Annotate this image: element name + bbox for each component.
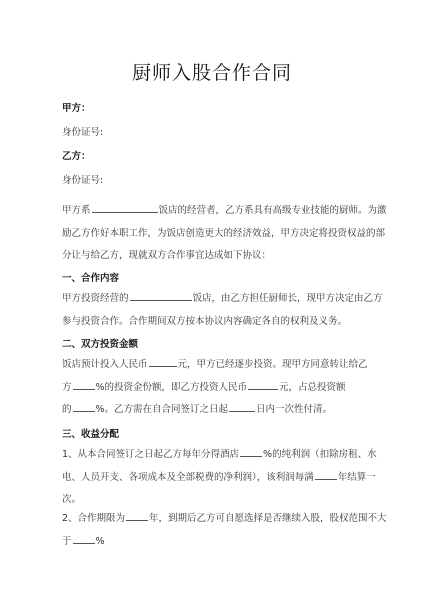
- document-title: 厨师入股合作合同: [131, 62, 292, 84]
- blank-total-investment: [149, 357, 177, 367]
- s3-text: 年结算一: [337, 471, 376, 483]
- s3-text: 于: [62, 535, 72, 547]
- blank-term-years: [126, 511, 148, 521]
- s3-text: 年，到期后乙方可自愿选择是否继续入股，股权范围不大: [149, 513, 387, 524]
- party-a-label: 甲方：: [62, 103, 91, 114]
- intro-paragraph: [62, 200, 387, 268]
- intro-line-3: 分让与给乙方，现就双方合作事宜达成如下协议：: [62, 250, 272, 261]
- intro-line-1: [62, 200, 387, 223]
- s3-p2-line-1: [62, 508, 387, 531]
- s3-p1-line-1: [62, 444, 377, 467]
- s1-line-2: 参与投资合作。合作期间双方按本协议内容确定各自的权利及义务。: [62, 315, 348, 327]
- s3-p1-line-2: [62, 467, 376, 490]
- blank-profit-percent: [240, 447, 262, 457]
- s3-text: %的纯利润（扣除房租、水: [263, 449, 377, 460]
- s1-text: 甲方投资经营的: [62, 293, 129, 304]
- section-2-paragraph: [62, 354, 368, 422]
- s2-text: 元，甲方已经逐步投资。现甲方同意转让给乙: [177, 359, 368, 370]
- section-1-heading: 一、合作内容: [62, 273, 120, 284]
- intro-line-2: 励乙方作好本职工作，为饭店创造更大的经济效益，甲方决定将投资权益的部: [62, 227, 386, 239]
- s2-line-2: [62, 377, 362, 400]
- blank-payment-days: [229, 402, 255, 412]
- intro-text: 甲方系: [62, 205, 91, 216]
- section-3-paragraph-1: [62, 444, 377, 512]
- s2-text: 元，占总投资额: [279, 381, 346, 393]
- intro-text: 饭店的经营者，乙方系具有高级专业技能的厨师。为激: [158, 205, 387, 216]
- s3-p2-line-2: [62, 531, 362, 554]
- party-a-id-label: 身份证号:: [62, 127, 104, 138]
- s3-text: 1、从本合同签订之日起乙方每年分得酒店: [62, 449, 240, 460]
- blank-restaurant-name: [92, 203, 158, 213]
- s3-text: %: [95, 535, 105, 547]
- s2-text: 日内一次性付清。: [256, 404, 333, 415]
- section-3-paragraph-2: [62, 508, 387, 553]
- s3-text: 2、合作期限为: [62, 513, 126, 524]
- s2-text: %的投资金份额，即乙方投资人民币: [95, 381, 248, 393]
- s2-text: 方: [62, 381, 72, 393]
- section-3-heading: 三、收益分配: [62, 429, 120, 440]
- s2-text: 饭店预计投入人民币: [62, 359, 148, 370]
- s3-p1-line-3: 次。: [62, 494, 82, 505]
- s1-text: 饭店，由乙方担任厨师长，现甲方决定由乙方: [192, 293, 383, 304]
- blank-total-percent: [73, 402, 95, 412]
- s2-line-3: [62, 399, 362, 422]
- blank-share-percent: [73, 380, 95, 390]
- blank-settlement-years: [315, 470, 337, 480]
- s2-line-1: [62, 354, 368, 377]
- section-1-paragraph: [62, 288, 383, 333]
- s2-text: %。乙方需在自合同签订之日起: [95, 404, 229, 415]
- blank-restaurant-name-2: [130, 291, 192, 301]
- party-b-id-label: 身份证号:: [62, 175, 104, 186]
- section-2-heading: 二、双方投资金额: [62, 339, 139, 350]
- s3-text: 电、人员开支、各项成本及全部税费的净利润），该利润每满: [62, 471, 314, 483]
- party-b-label: 乙方：: [62, 151, 91, 162]
- s2-text: 的: [62, 404, 72, 415]
- blank-max-share-percent: [73, 534, 95, 544]
- s1-line-1: [62, 288, 383, 311]
- blank-party-b-amount: [248, 380, 278, 390]
